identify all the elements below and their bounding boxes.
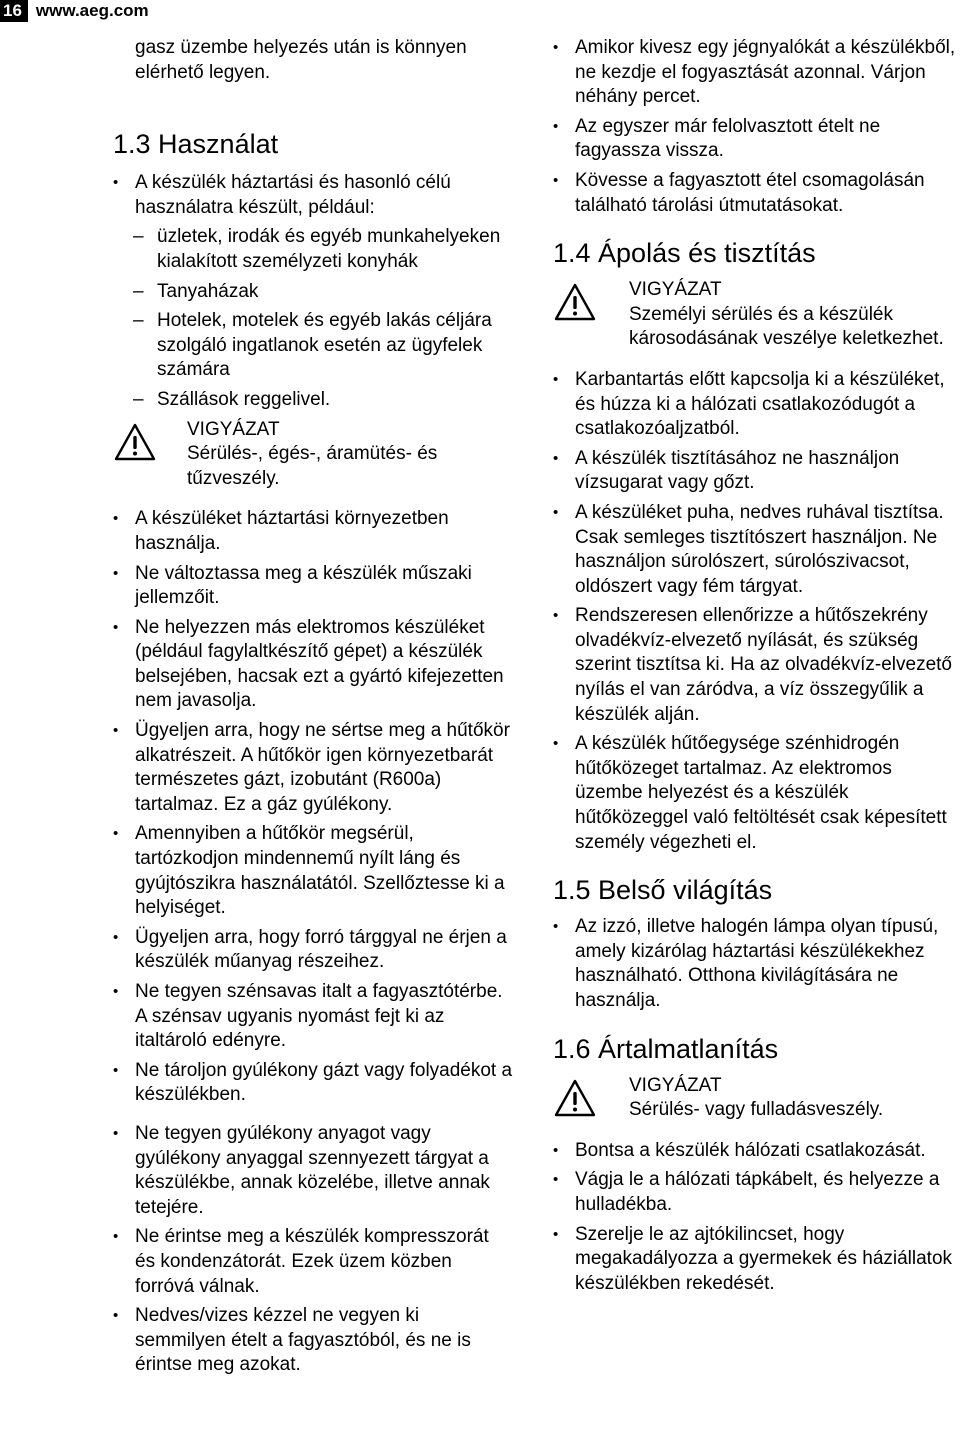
- right-column: [553, 36, 958, 1301]
- warning-box: [553, 1074, 958, 1123]
- disposal-list: [553, 1139, 958, 1297]
- page-header: [0, 0, 149, 22]
- care-list: [553, 368, 958, 855]
- section-heading-1-6: 1.6 Ártalmatlanítás: [553, 1033, 779, 1064]
- sub-list-item: – Szállások reggelivel.: [113, 388, 513, 413]
- safety-list: [113, 507, 513, 1378]
- section-heading-1-4: 1.4 Ápolás és tisztítás: [553, 238, 816, 269]
- usage-list: [113, 171, 513, 220]
- warning-text: Személyi sérülés és a készülék károsodásának veszélye keletkezhet.: [629, 303, 944, 350]
- list-item: • A készüléket háztartási környezetben használja.: [113, 507, 513, 556]
- list-item: • Ne tegyen szénsavas italt a fagyasztótérbe. A szénsav ugyanis nyomást fejt ki az italtároló edényre.: [113, 980, 513, 1054]
- warning-box: [553, 278, 958, 352]
- list-item: • Az izzó, illetve halogén lámpa olyan típusú, amely kizárólag háztartási készülékekhez használható. Otthona kivilágítására ne használja.: [553, 915, 958, 1013]
- list-item: • Amikor kivesz egy jégnyalókát a készülékből, ne kezdje el fogyasztását azonnal. Várjon néhány percet.: [553, 36, 958, 110]
- intro-text: gasz üzembe helyezés után is könnyen elérhető legyen.: [135, 37, 467, 83]
- list-item: • Rendszeresen ellenőrizze a hűtőszekrény olvadékvíz-elvezető nyílását, és szükség szerint tisztítsa ki. Ha az olvadékvíz-elvezető nyílás el van záródva, a víz összegyűlik a készülék alján.: [553, 604, 958, 727]
- freezer-list: [553, 36, 958, 218]
- lighting-list: [553, 915, 958, 1013]
- list-item: • Ügyeljen arra, hogy ne sértse meg a hűtőkör alkatrészeit. A hűtőkör igen környezetbarát természetes gázt, izobutánt (R600a) tartalmaz. Ez a gáz gyúlékony.: [113, 719, 513, 817]
- usage-sublist: [113, 225, 513, 412]
- list-item: • A készülék tisztításához ne használjon vízsugarat vagy gőzt.: [553, 447, 958, 496]
- site-url: www.aeg.com: [35, 1, 149, 20]
- list-item: • A készülék háztartási és hasonló célú használatra készült, például:: [113, 171, 513, 220]
- warning-text: Sérülés- vagy fulladásveszély.: [629, 1099, 884, 1121]
- list-item: • Vágja le a hálózati tápkábelt, és helyezze a hulladékba.: [553, 1168, 958, 1217]
- list-item: • Ne tároljon gyúlékony gázt vagy folyadékot a készülékben.: [113, 1059, 513, 1108]
- warning-triangle-icon: [113, 422, 157, 462]
- section-heading-1-3: 1.3 Használat: [113, 129, 279, 160]
- warning-title: VIGYÁZAT: [187, 418, 280, 440]
- list-item: • Amennyiben a hűtőkör megsérül, tartózkodjon mindennemű nyílt láng és gyújtószikra használatától. Szellőztesse ki a helyiséget.: [113, 822, 513, 920]
- list-item: • A készüléket puha, nedves ruhával tisztítsa. Csak semleges tisztítószert használjon. Ne használjon súrolószert, súrolószivacsot, oldószert vagy fém tárgyat.: [553, 501, 958, 599]
- warning-box: [113, 418, 513, 492]
- section-heading-1-5: 1.5 Belső világítás: [553, 875, 773, 906]
- page-number: 16: [0, 0, 28, 22]
- list-item: • Szerelje le az ajtókilincset, hogy megakadályozza a gyermekek és háziállatok készülékben rekedését.: [553, 1223, 958, 1297]
- sub-list-item: – Hotelek, motelek és egyéb lakás céljára szolgáló ingatlanok esetén az ügyfelek számára: [113, 309, 513, 383]
- list-item: • Karbantartás előtt kapcsolja ki a készüléket, és húzza ki a hálózati csatlakozódugót a csatlakozóaljzatból.: [553, 368, 958, 442]
- warning-title: VIGYÁZAT: [629, 1074, 722, 1096]
- list-item: • Az egyszer már felolvasztott ételt ne fagyassza vissza.: [553, 115, 958, 164]
- list-item: • Ne érintse meg a készülék kompresszorát és kondenzátorát. Ezek üzem közben forróvá válnak.: [113, 1225, 513, 1299]
- sub-list-item: – Tanyaházak: [113, 280, 513, 305]
- list-item: • Nedves/vizes kézzel ne vegyen ki semmilyen ételt a fagyasztóból, és ne is érintse meg azokat.: [113, 1304, 513, 1378]
- sub-list-item: – üzletek, irodák és egyéb munkahelyeken kialakított személyzeti konyhák: [113, 225, 513, 274]
- left-column: [113, 36, 513, 1383]
- warning-triangle-icon: [553, 1078, 597, 1118]
- warning-text: Sérülés-, égés-, áramütés- és tűzveszély.: [187, 443, 438, 489]
- warning-title: VIGYÁZAT: [629, 279, 722, 301]
- list-item: • Ne változtassa meg a készülék műszaki jellemzőit.: [113, 562, 513, 611]
- list-item: • Ne tegyen gyúlékony anyagot vagy gyúlékony anyaggal szennyezett tárgyat a készülékbe, annak közelébe, illetve annak tetejére.: [113, 1122, 513, 1220]
- list-item: • Ügyeljen arra, hogy forró tárggyal ne érjen a készülék műanyag részeihez.: [113, 926, 513, 975]
- warning-triangle-icon: [553, 282, 597, 322]
- list-item: • Kövesse a fagyasztott étel csomagolásán található tárolási útmutatásokat.: [553, 169, 958, 218]
- list-item: • Ne helyezzen más elektromos készüléket (például fagylaltkészítő gépet) a készülék belsejében, hacsak ezt a gyártó kifejezetten nem javasolja.: [113, 616, 513, 714]
- list-item: • Bontsa a készülék hálózati csatlakozását.: [553, 1139, 958, 1164]
- list-item: • A készülék hűtőegysége szénhidrogén hűtőközeget tartalmaz. Az elektromos üzembe helyezést és a készülék hűtőközeggel való feltöltését csak képesített személy végezheti el.: [553, 732, 958, 855]
